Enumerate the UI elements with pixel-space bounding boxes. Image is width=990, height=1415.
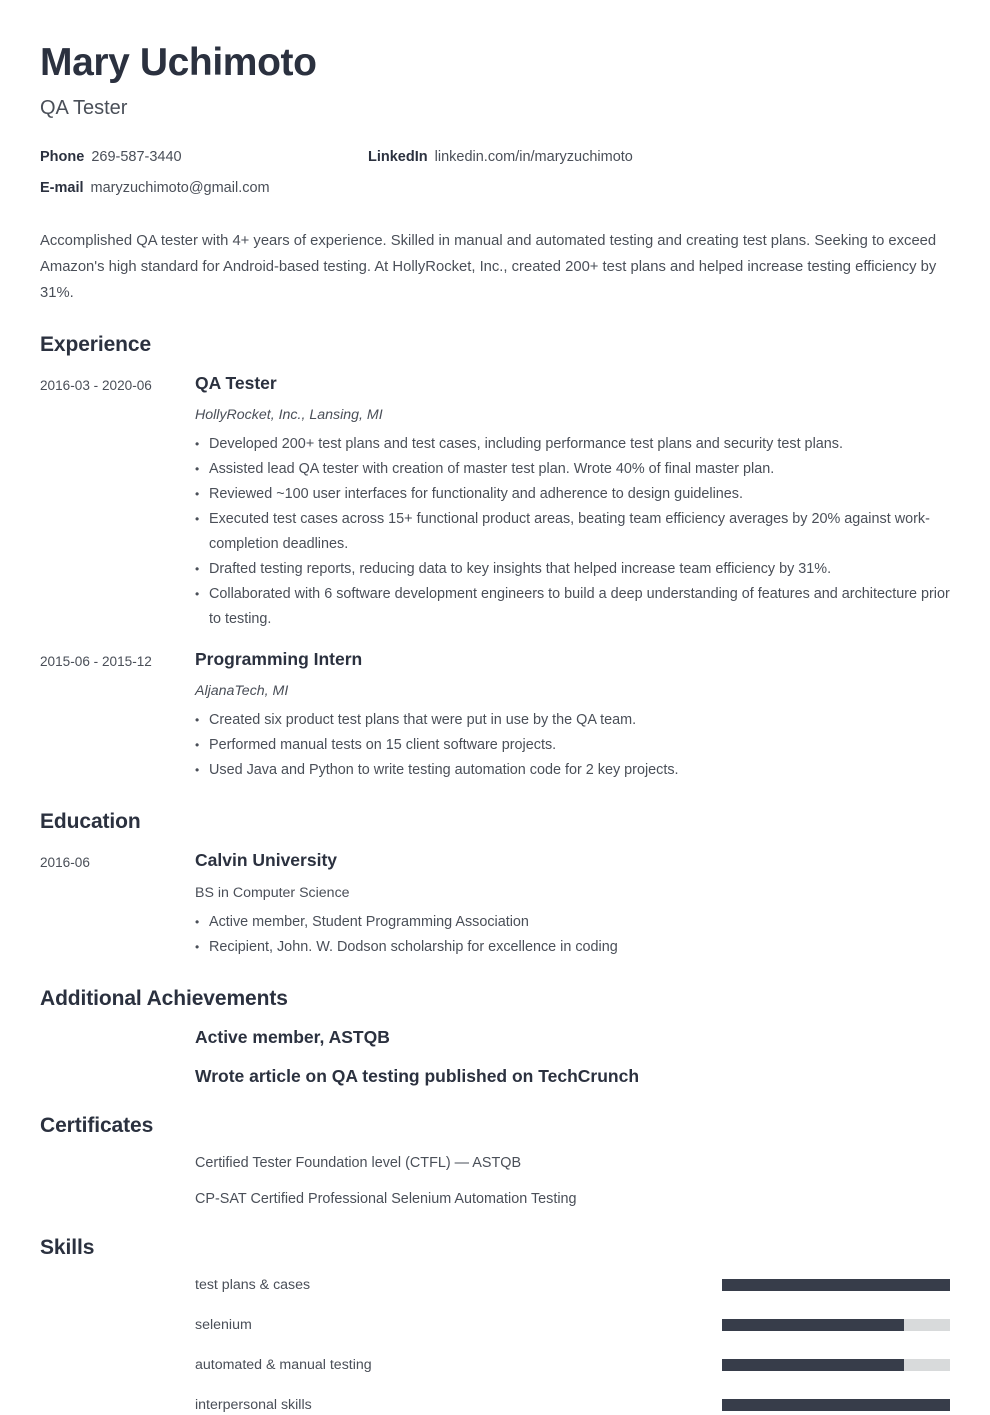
education-school: Calvin University	[195, 850, 337, 870]
candidate-name: Mary Uchimoto	[40, 41, 317, 84]
skill-label: automated & manual testing	[195, 1357, 372, 1373]
achievement-text: Active member, ASTQB	[195, 1027, 390, 1047]
section-experience	[40, 332, 950, 783]
list-item: • Used Java and Python to write testing automation code for 2 key projects.	[195, 758, 950, 783]
experience-bullets	[195, 708, 950, 783]
achievement-text: Wrote article on QA testing published on TechCrunch	[195, 1066, 640, 1086]
experience-role: QA Tester	[195, 373, 277, 393]
professional-summary: Accomplished QA tester with 4+ years of experience. Skilled in manual and automated testing and creating test plans. Seeking to exceed Amazon's high standard for Android-based testing. At HollyRocket, Inc., created 200+ test plans and helped increase testing efficiency by 31%.	[40, 233, 937, 301]
contact-linkedin[interactable]	[368, 147, 633, 167]
experience-body	[195, 372, 950, 632]
skill-level-bar	[722, 1399, 950, 1411]
experience-entry	[40, 648, 950, 783]
skill-level-bar	[722, 1279, 950, 1291]
skill-row	[40, 1355, 950, 1375]
list-item: • Active member, Student Programming Association	[195, 910, 950, 935]
list-item: • Collaborated with 6 software development engineers to build a deep understanding of features and architecture prior to testing.	[195, 582, 950, 632]
experience-date: 2015-06 - 2015-12	[40, 654, 152, 669]
experience-body	[195, 648, 950, 783]
experience-company: HollyRocket, Inc., Lansing, MI	[195, 407, 383, 423]
experience-role: Programming Intern	[195, 649, 363, 669]
section-title-skills: Skills	[40, 1236, 95, 1259]
contact-email[interactable]	[40, 178, 368, 198]
contact-email-label: E-mail	[40, 180, 84, 196]
skills-list	[40, 1275, 950, 1415]
certificate-row	[40, 1153, 950, 1173]
list-item: • Performed manual tests on 15 client software projects.	[195, 733, 950, 758]
skill-level-fill	[722, 1399, 950, 1411]
skill-label: selenium	[195, 1317, 252, 1333]
contact-block	[40, 147, 950, 198]
list-item: • Executed test cases across 15+ functional product areas, beating team efficiency averages by 20% against work-completion deadlines.	[195, 507, 950, 557]
contact-phone	[40, 147, 368, 167]
education-body	[195, 849, 950, 960]
skill-row	[40, 1275, 950, 1295]
skill-row	[40, 1315, 950, 1335]
section-education	[40, 809, 950, 960]
list-item: • Reviewed ~100 user interfaces for functionality and adherence to design guidelines.	[195, 482, 950, 507]
education-entry	[40, 849, 950, 960]
list-item: • Drafted testing reports, reducing data to key insights that helped increase team efficiency by 31%.	[195, 557, 950, 582]
skill-label: test plans & cases	[195, 1277, 311, 1293]
education-date: 2016-06	[40, 855, 90, 870]
section-skills	[40, 1235, 950, 1415]
certificate-text: Certified Tester Foundation level (CTFL) — ASTQB	[195, 1155, 522, 1171]
resume-header	[40, 40, 950, 198]
section-certificates	[40, 1113, 950, 1209]
achievement-row	[40, 1026, 950, 1048]
experience-company: AljanaTech, MI	[195, 683, 289, 699]
skill-level-fill	[722, 1319, 904, 1331]
contact-phone-label: Phone	[40, 149, 85, 165]
certificate-row	[40, 1189, 950, 1209]
section-title-achievements: Additional Achievements	[40, 987, 288, 1010]
section-achievements	[40, 986, 950, 1087]
contact-linkedin-label: LinkedIn	[368, 149, 428, 165]
list-item: • Recipient, John. W. Dodson scholarship for excellence in coding	[195, 935, 950, 960]
list-item: • Created six product test plans that were put in use by the QA team.	[195, 708, 950, 733]
education-bullets	[195, 910, 950, 960]
certificate-text: CP-SAT Certified Professional Selenium Automation Testing	[195, 1191, 577, 1207]
contact-phone-value: 269-587-3440	[91, 149, 182, 165]
contact-row	[40, 147, 950, 167]
experience-date: 2016-03 - 2020-06	[40, 378, 152, 393]
skill-level-bar	[722, 1319, 950, 1331]
skill-label: interpersonal skills	[195, 1397, 312, 1413]
experience-bullets	[195, 432, 950, 632]
candidate-job-title: QA Tester	[40, 97, 128, 119]
contact-linkedin-value[interactable]: linkedin.com/in/maryzuchimoto	[434, 149, 633, 165]
education-degree: BS in Computer Science	[195, 885, 350, 901]
section-title-certificates: Certificates	[40, 1114, 154, 1137]
skill-level-fill	[722, 1279, 950, 1291]
list-item: • Assisted lead QA tester with creation of master test plan. Wrote 40% of final master plan.	[195, 457, 950, 482]
contact-row	[40, 178, 950, 198]
contact-email-value[interactable]: maryzuchimoto@gmail.com	[90, 180, 270, 196]
skill-level-bar	[722, 1359, 950, 1371]
list-item: • Developed 200+ test plans and test cases, including performance test plans and security test plans.	[195, 432, 950, 457]
achievement-row	[40, 1065, 950, 1087]
section-title-education: Education	[40, 810, 141, 833]
skill-row	[40, 1395, 950, 1415]
experience-entry	[40, 372, 950, 632]
section-title-experience: Experience	[40, 333, 152, 356]
skill-level-fill	[722, 1359, 904, 1371]
